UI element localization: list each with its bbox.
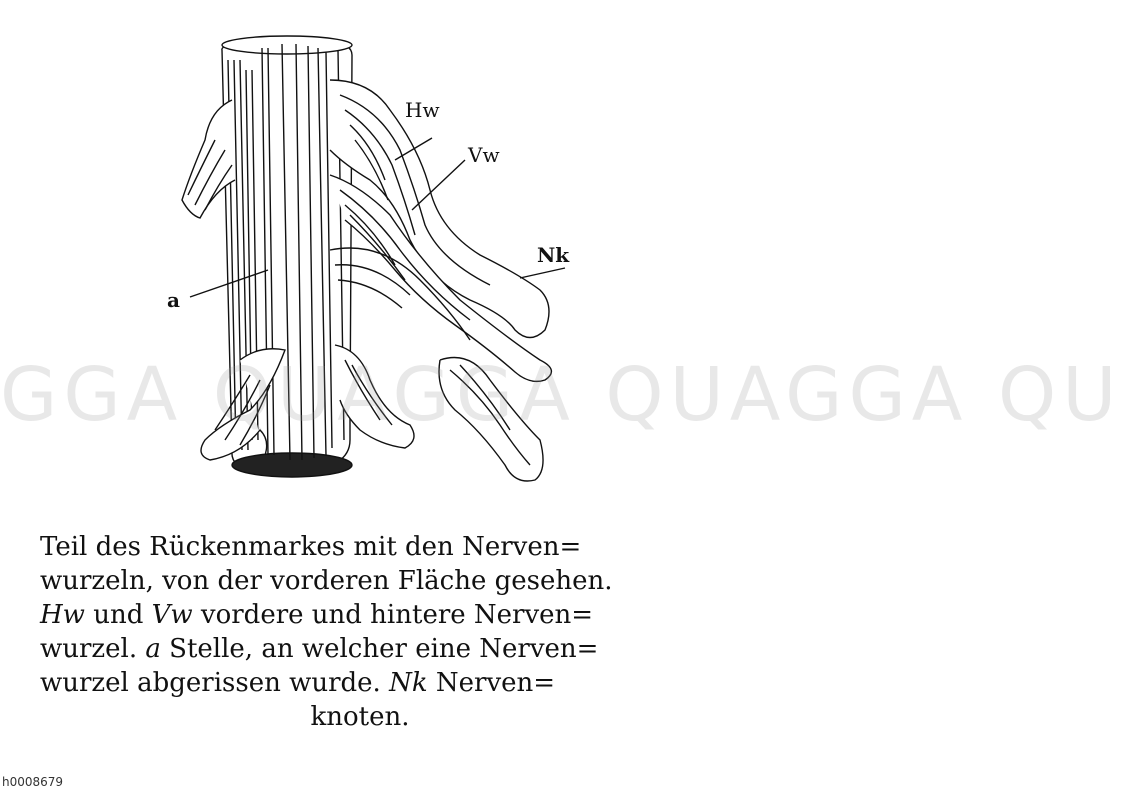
caption-line-6: knoten. bbox=[310, 702, 410, 732]
caption-line-5 bbox=[40, 666, 680, 700]
caption-hw: Hw bbox=[40, 600, 85, 630]
caption-vw: Vw bbox=[151, 600, 193, 630]
caption-text: Nerven= bbox=[427, 668, 556, 698]
caption-text: vordere und hintere Nerven= bbox=[192, 600, 594, 630]
label-nk: Nk bbox=[537, 243, 570, 267]
watermark-text: GGA QUAGGA QUAGGA QU bbox=[0, 352, 1122, 438]
caption-text: wurzel. bbox=[40, 634, 146, 664]
caption-nk: Nk bbox=[389, 668, 428, 698]
label-vw: Vw bbox=[468, 143, 500, 167]
label-a: a bbox=[167, 288, 180, 312]
caption-text: Stelle, an welcher eine Nerven= bbox=[160, 634, 599, 664]
image-id-label: h0008679 bbox=[2, 775, 64, 789]
caption-text: wurzel abgerissen wurde. bbox=[40, 668, 390, 698]
caption-a: a bbox=[145, 634, 161, 664]
caption-line-3 bbox=[40, 598, 680, 632]
caption-line-4 bbox=[40, 632, 680, 666]
caption-line-2: wurzeln, von der vorderen Fläche gesehen. bbox=[40, 566, 613, 596]
caption-text: und bbox=[84, 600, 152, 630]
figure-caption bbox=[40, 530, 680, 734]
caption-line-1: Teil des Rückenmarkes mit den Nerven= bbox=[40, 532, 582, 562]
label-hw: Hw bbox=[405, 98, 440, 122]
